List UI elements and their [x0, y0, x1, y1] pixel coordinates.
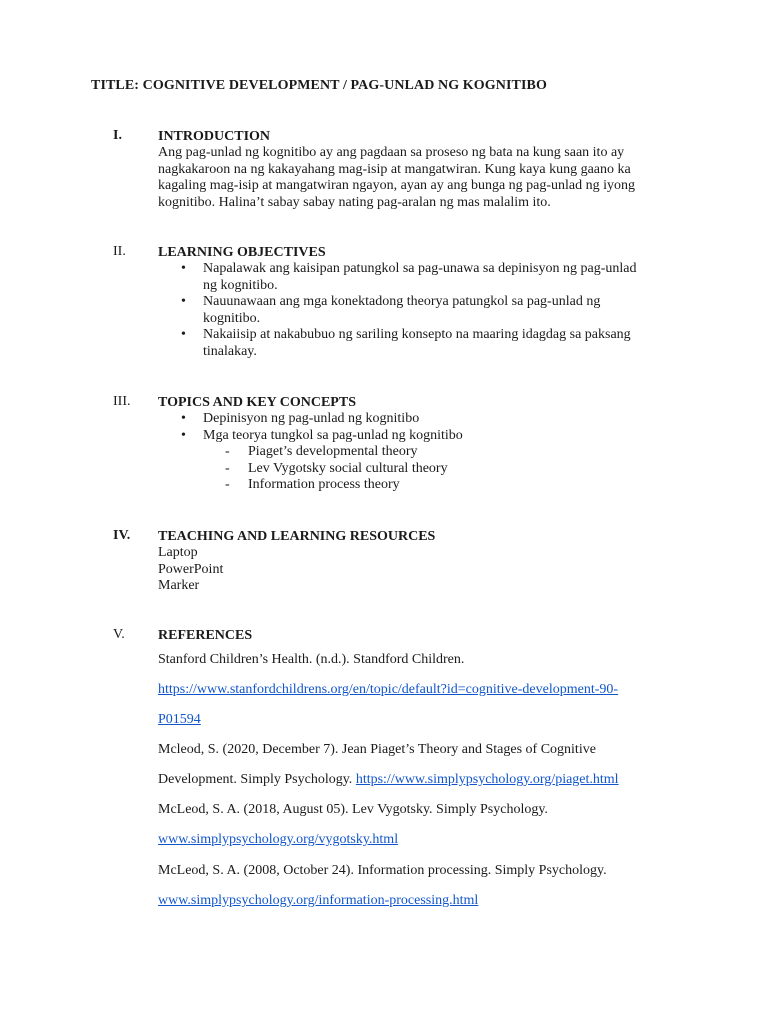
- section-numeral: I.: [113, 128, 122, 143]
- list-item: - Piaget’s developmental theory: [225, 444, 418, 460]
- section-numeral: V.: [113, 627, 125, 642]
- reference-text: Mcleod, S. (2020, December 7). Jean Piaget’s Theory and Stages of Cognitive: [158, 742, 596, 757]
- resource-item: Laptop: [158, 545, 198, 560]
- paragraph-line: Ang pag-unlad ng kognitibo ay ang pagdaan sa proseso ng bata na kung saan ito ay: [158, 145, 625, 160]
- document-title: TITLE: COGNITIVE DEVELOPMENT / PAG-UNLAD NG KOGNITIBO: [91, 78, 547, 93]
- list-item: • Mga teorya tungkol sa pag-unlad ng kognitibo: [181, 427, 463, 443]
- list-item: • Napalawak ang kaisipan patungkol sa pag-unawa sa depinisyon ng pag-unlad ng kognitibo.: [181, 261, 637, 293]
- section-numeral: II.: [113, 244, 126, 259]
- introduction-paragraph: [158, 145, 678, 211]
- bullet-icon: •: [181, 261, 186, 276]
- dash-icon: -: [225, 460, 230, 476]
- bullet-icon: •: [181, 327, 186, 343]
- section-numeral: IV.: [113, 528, 131, 543]
- section-heading: INTRODUCTION: [158, 129, 271, 144]
- reference-text: McLeod, S. A. (2008, October 24). Information processing. Simply Psychology.: [158, 863, 607, 878]
- list-item: - Information process theory: [225, 477, 400, 493]
- objectives-list: [158, 261, 678, 361]
- dash-icon: -: [225, 444, 230, 460]
- paragraph-line: kognitibo. Halina’t sabay sabay nating pag-aralan ng mas malalim ito.: [158, 194, 551, 210]
- reference-link[interactable]: www.simplypsychology.org/vygotsky.html: [158, 832, 399, 847]
- topics-list: [158, 411, 678, 444]
- list-item: • Nakaiisip at nakabubuo ng sariling konsepto na maaring idagdag sa paksang tinalakay.: [181, 327, 631, 359]
- paragraph-line: nagkakaroon na ng kakayahang mag-isip at mangatwiran. Kung kaya kung gaano ka: [158, 161, 631, 177]
- reference-text: McLeod, S. A. (2018, August 05). Lev Vygotsky. Simply Psychology.: [158, 802, 548, 817]
- section-heading: TEACHING AND LEARNING RESOURCES: [158, 529, 436, 544]
- reference-link[interactable]: https://www.simplypsychology.org/piaget.html: [355, 772, 619, 787]
- theories-sublist: [158, 444, 678, 494]
- reference-link[interactable]: www.simplypsychology.org/information-processing.html: [158, 893, 479, 908]
- paragraph-line: kagaling mag-isip at mangatwiran ngayon, ayan ay ang bunga ng pag-unlad ng iyong: [158, 178, 636, 194]
- section-numeral: III.: [113, 394, 131, 409]
- reference-link[interactable]: https://www.stanfordchildrens.org/en/topic/default?id=cognitive-development-90-: [158, 682, 619, 697]
- section-heading: LEARNING OBJECTIVES: [158, 245, 326, 260]
- section-heading: TOPICS AND KEY CONCEPTS: [158, 395, 356, 410]
- reference-text: Stanford Children’s Health. (n.d.). Standford Children.: [158, 652, 465, 667]
- bullet-icon: •: [181, 294, 186, 310]
- resource-item: PowerPoint: [158, 561, 224, 577]
- list-item: - Lev Vygotsky social cultural theory: [225, 460, 448, 476]
- section-heading: REFERENCES: [158, 628, 253, 643]
- dash-icon: -: [225, 477, 230, 493]
- resource-item: Marker: [158, 578, 200, 594]
- list-item: • Depinisyon ng pag-unlad ng kognitibo: [181, 411, 420, 426]
- list-item: • Nauunawaan ang mga konektadong theorya patungkol sa pag-unlad ng kognitibo.: [181, 294, 601, 326]
- bullet-icon: •: [181, 411, 186, 426]
- reference-text: Development. Simply Psychology.: [158, 772, 353, 787]
- reference-link[interactable]: P01594: [158, 712, 201, 727]
- bullet-icon: •: [181, 427, 186, 443]
